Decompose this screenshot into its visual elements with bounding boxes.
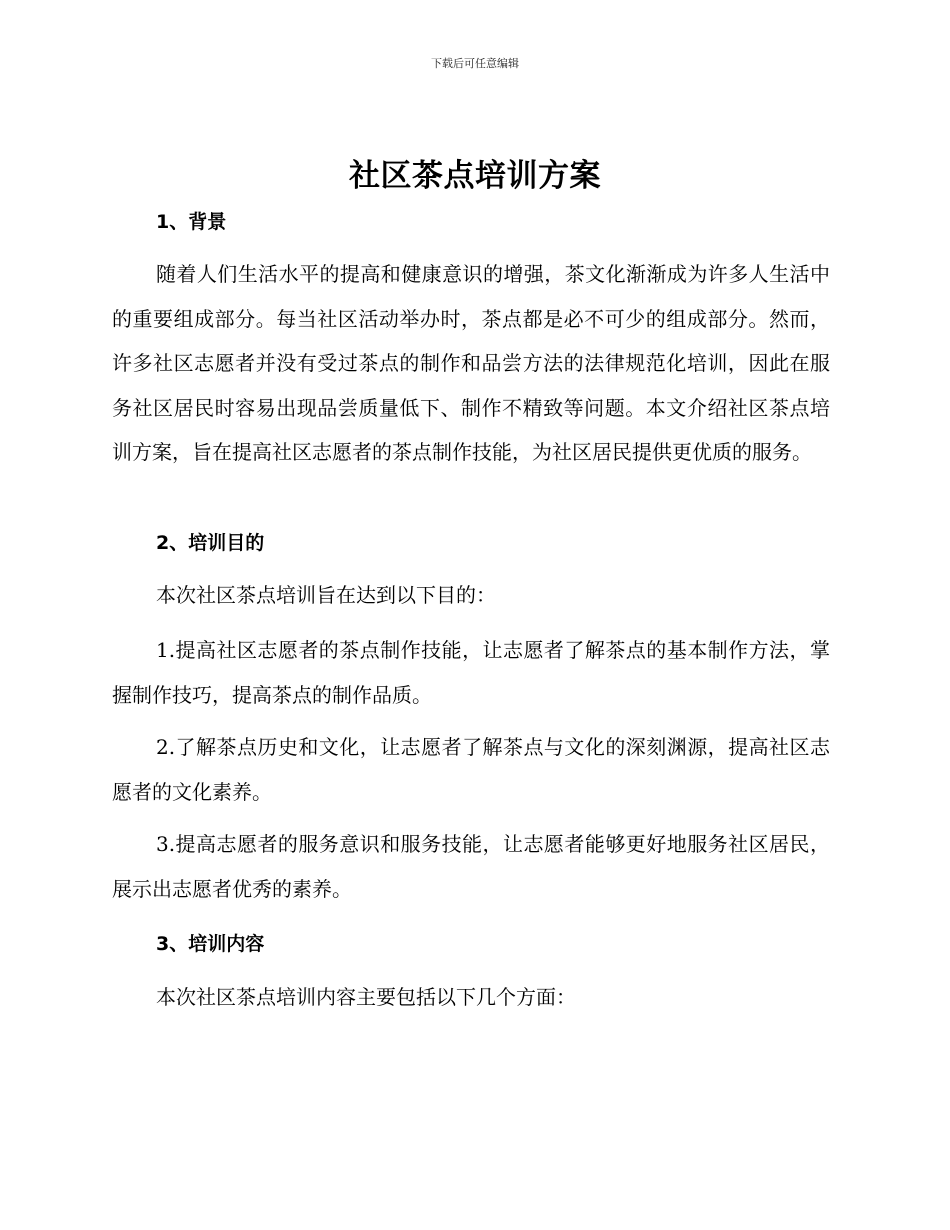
section-heading-training-goals: 2、培训目的: [156, 532, 265, 554]
goal-item-1: 1.提高社区志愿者的茶点制作技能，让志愿者了解茶点的基本制作方法，掌握制作技巧，提高茶点的制作品质。: [112, 638, 830, 707]
goal-item-2: 2.了解茶点历史和文化，让志愿者了解茶点与文化的深刻渊源，提高社区志愿者的文化素养。: [112, 735, 830, 804]
header-note: 下载后可任意编辑: [431, 57, 519, 70]
goals-intro-paragraph: 本次社区茶点培训旨在达到以下目的：: [156, 583, 496, 607]
document-title: 社区茶点培训方案: [349, 158, 601, 194]
goal-item-3: 3.提高志愿者的服务意识和服务技能，让志愿者能够更好地服务社区居民，展示出志愿者优秀的素养。: [112, 832, 830, 901]
section-heading-background: 1、背景: [156, 211, 227, 233]
section-heading-training-content: 3、培训内容: [156, 933, 265, 955]
content-intro-paragraph: 本次社区茶点培训内容主要包括以下几个方面：: [156, 985, 576, 1009]
background-paragraph: 随着人们生活水平的提高和健康意识的增强，茶文化渐渐成为许多人生活中的重要组成部分。每当社区活动举办时，茶点都是必不可少的组成部分。然而，许多社区志愿者并没有受过茶点的制作和品尝方法的法律规范化培训，因此在服务社区居民时容易出现品尝质量低下、制作不精致等问题。本文介绍社区茶点培训方案，旨在提高社区志愿者的茶点制作技能，为社区居民提供更优质的服务。: [112, 262, 830, 464]
